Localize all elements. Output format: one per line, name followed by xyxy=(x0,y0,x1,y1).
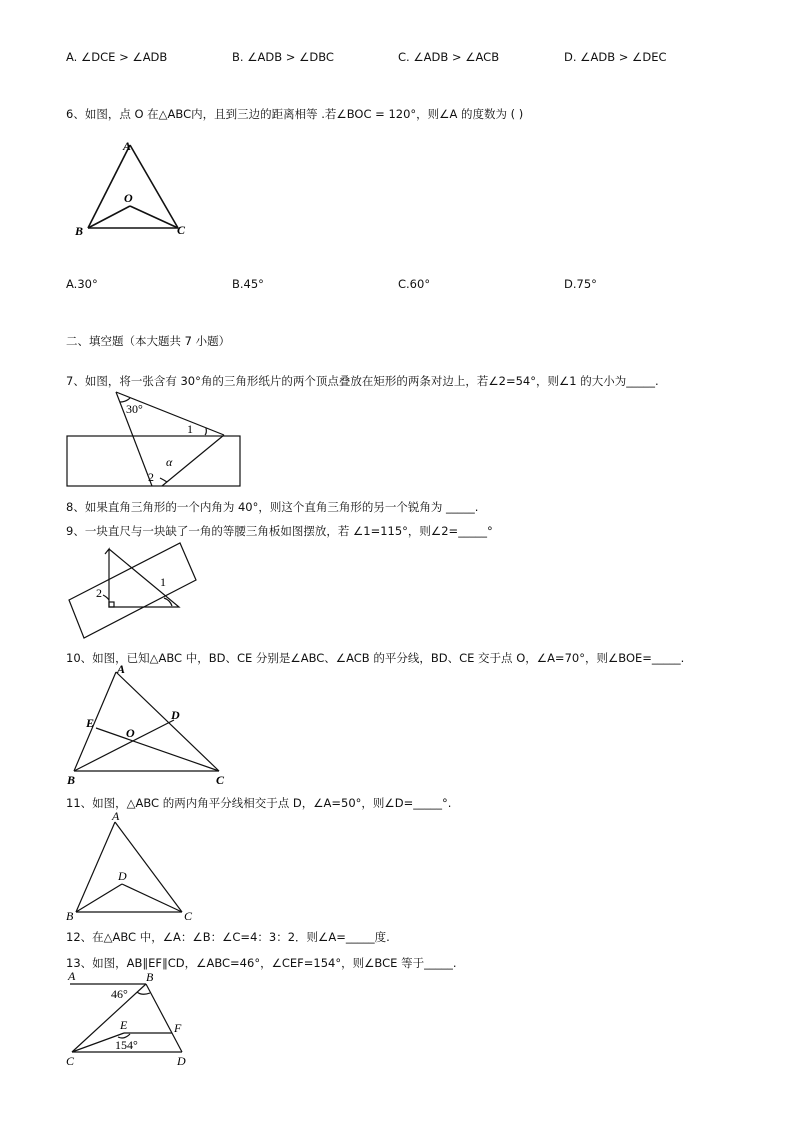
q13-label-d: D xyxy=(177,1054,186,1068)
q13-figure xyxy=(64,968,204,1068)
q6-label-b: B xyxy=(75,224,84,238)
q5-option-c: C. ∠ADB > ∠ACB xyxy=(398,50,500,64)
q6-figure xyxy=(70,135,210,245)
q6-label-o: O xyxy=(124,191,133,205)
q8-text: 8、如果直角三角形的一个内角为 40°，则这个直角三角形的另一个锐角为 _____. xyxy=(66,500,479,514)
q11-label-a: A xyxy=(112,809,120,823)
q11-text: 11、如图，△ABC 的两内角平分线相交于点 D，∠A=50°，则∠D=_____°. xyxy=(66,796,452,810)
q7-label-alpha: α xyxy=(166,455,173,469)
q13-label-f: F xyxy=(174,1021,182,1035)
section-2-title: 二、填空题（本大题共 7 小题） xyxy=(66,334,231,348)
q6-option-b: B.45° xyxy=(232,277,264,291)
q7-label-30: 30° xyxy=(126,402,143,416)
q7-figure xyxy=(64,388,254,488)
q13-label-a: A xyxy=(68,969,76,983)
q13-label-46: 46° xyxy=(111,987,128,1001)
q11-label-c: C xyxy=(184,909,193,923)
q9-figure xyxy=(66,540,201,640)
q9-label-2: 2 xyxy=(96,586,102,600)
q11-label-b: B xyxy=(66,909,74,923)
q7-label-1: 1 xyxy=(187,422,193,436)
q10-label-c: C xyxy=(216,773,225,787)
q9-label-1: 1 xyxy=(160,575,166,589)
q13-text: 13、如图，AB∥EF∥CD，∠ABC=46°，∠CEF=154°，则∠BCE 等于_____. xyxy=(66,956,457,970)
q13-label-c: C xyxy=(66,1054,75,1068)
q10-label-o: O xyxy=(126,726,135,740)
q6-option-c: C.60° xyxy=(398,277,431,291)
q13-label-b: B xyxy=(146,970,154,984)
q13-label-154: 154° xyxy=(115,1038,138,1052)
q11-figure xyxy=(64,809,204,923)
q7-text: 7、如图，将一张含有 30°角的三角形纸片的两个顶点叠放在矩形的两条对边上，若∠2=54°，则∠1 的大小为_____. xyxy=(66,374,659,388)
q13-label-e: E xyxy=(120,1018,128,1032)
q12-text: 12、在△ABC 中，∠A：∠B：∠C=4：3：2．则∠A=_____度. xyxy=(66,930,390,944)
q5-option-d: D. ∠ADB > ∠DEC xyxy=(564,50,667,64)
q9-text: 9、一块直尺与一块缺了一角的等腰三角板如图摆放，若 ∠1=115°，则∠2=_____° xyxy=(66,524,493,538)
q10-label-a: A xyxy=(117,662,126,676)
q6-text: 6、如图，点 O 在△ABC内，且到三边的距离相等 .若∠BOC = 120°，则∠A 的度数为 ( ) xyxy=(66,107,524,121)
q5-option-a: A. ∠DCE > ∠ADB xyxy=(66,50,168,64)
q10-label-d: D xyxy=(171,708,180,722)
q6-option-d: D.75° xyxy=(564,277,597,291)
q10-text: 10、如图，已知△ABC 中，BD、CE 分别是∠ABC、∠ACB 的平分线，BD、CE 交于点 O，∠A=70°，则∠BOE=_____. xyxy=(66,651,685,665)
q10-label-e: E xyxy=(86,716,95,730)
q6-option-a: A.30° xyxy=(66,277,98,291)
q6-label-c: C xyxy=(177,223,186,237)
q10-figure xyxy=(64,662,234,787)
q7-label-2: 2 xyxy=(148,470,154,484)
q5-option-b: B. ∠ADB > ∠DBC xyxy=(232,50,334,64)
q11-label-d: D xyxy=(118,869,127,883)
q6-label-a: A xyxy=(123,139,132,153)
q10-label-b: B xyxy=(67,773,76,787)
